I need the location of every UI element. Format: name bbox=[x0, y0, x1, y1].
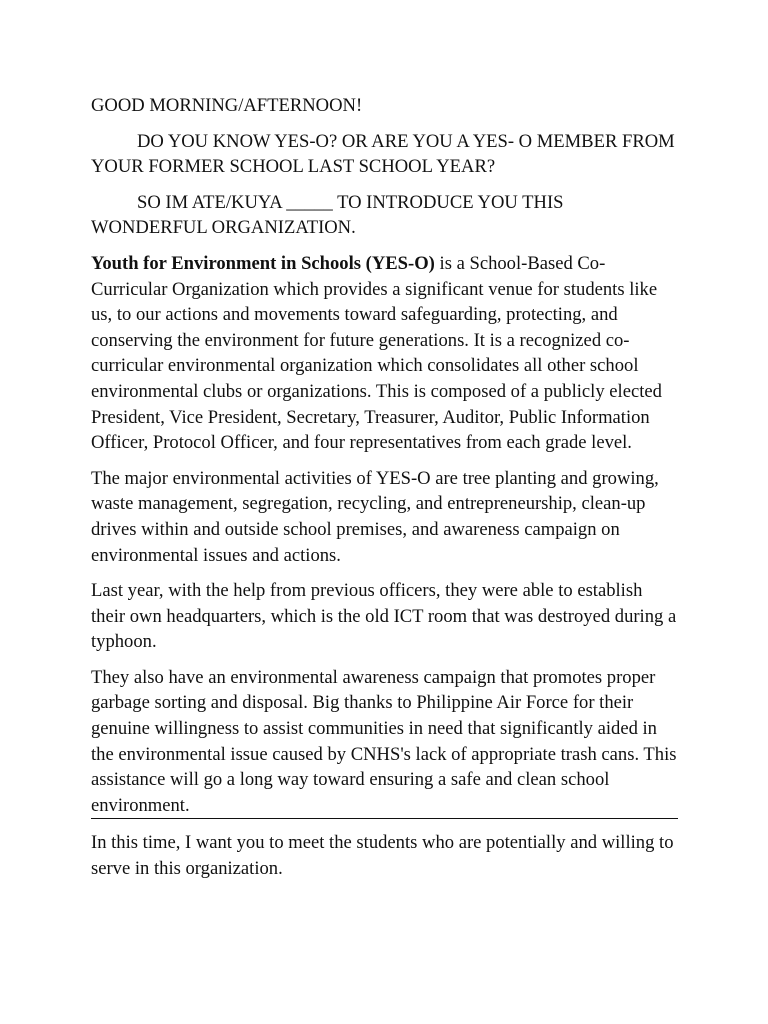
horizontal-divider bbox=[91, 818, 678, 819]
question-paragraph: DO YOU KNOW YES-O? OR ARE YOU A YES- O MEMBER FROM YOUR FORMER SCHOOL LAST SCHOOL YEAR? bbox=[91, 130, 675, 178]
campaign-paragraph: They also have an environmental awareness campaign that promotes proper garbage sorting and disposal. Big thanks to Philippine Air Force for their genuine willingness to assist communities in need that significantly aided in the environmental issue caused by CNHS's lack of appropriate trash cans. This assistance will go a long way toward ensuring a safe and clean school environment. bbox=[91, 666, 677, 816]
definition-text: is a School-Based Co-Curricular Organization which provides a significant venue for students like us, to our actions and movements toward safeguarding, protecting, and conserving the environment for future generations. It is a recognized co-curricular environmental organization which consolidates all other school environmental clubs or organizations. This is composed of a publicly elected President, Vice President, Secretary, Treasurer, Auditor, Public Information Officer, Protocol Officer, and four representatives from each grade level. bbox=[91, 252, 662, 454]
closing-paragraph: In this time, I want you to meet the students who are potentially and willing to serve in this organization. bbox=[91, 832, 674, 880]
organization-name: Youth for Environment in Schools (YES-O) bbox=[91, 252, 435, 274]
last-year-paragraph: Last year, with the help from previous officers, they were able to establish their own headquarters, which is the old ICT room that was destroyed during a typhoon. bbox=[91, 580, 677, 653]
definition-paragraph bbox=[91, 251, 681, 456]
activities-paragraph: The major environmental activities of YES-O are tree planting and growing, waste management, segregation, recycling, and entrepreneurship, clean-up drives within and outside school premises, and awareness campaign on environmental issues and actions. bbox=[91, 467, 659, 566]
intro-paragraph: SO IM ATE/KUYA _____ TO INTRODUCE YOU THIS WONDERFUL ORGANIZATION. bbox=[91, 191, 564, 239]
greeting-line: GOOD MORNING/AFTERNOON! bbox=[91, 95, 363, 116]
document-body bbox=[91, 93, 681, 892]
